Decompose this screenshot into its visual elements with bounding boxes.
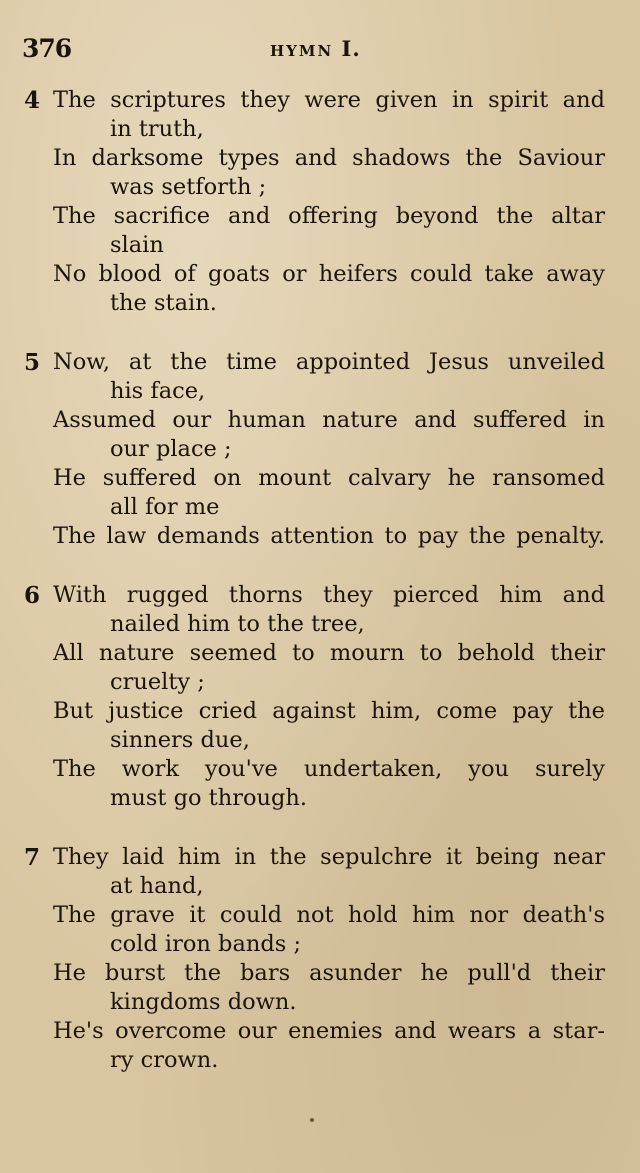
verse-line: He burst the bars asunder he pull'd their bbox=[53, 960, 605, 986]
printer-mark bbox=[310, 1118, 314, 1122]
verse-number: 6 bbox=[24, 582, 41, 609]
running-head-word: HYMN bbox=[270, 42, 334, 60]
hymn-verses bbox=[0, 86, 640, 1105]
verse-line-continuation: cruelty ; bbox=[110, 669, 205, 695]
verse-number: 5 bbox=[24, 349, 41, 376]
verse-line-continuation: must go through. bbox=[110, 785, 308, 811]
verse-line-continuation: was setforth ; bbox=[110, 174, 267, 200]
verse-line: The sacrifice and offering beyond the altar bbox=[53, 203, 605, 229]
verse-number: 7 bbox=[24, 844, 41, 871]
verse-line-continuation: slain bbox=[110, 232, 164, 258]
verse-line: He's overcome our enemies and wears a star- bbox=[53, 1018, 605, 1044]
verse-number: 4 bbox=[24, 87, 41, 114]
verse-line: The law demands attention to pay the penalty. bbox=[53, 523, 605, 549]
verse-7 bbox=[0, 843, 640, 1075]
verse-5 bbox=[0, 348, 640, 551]
verse-line-continuation: in truth, bbox=[110, 116, 204, 142]
verse-line: With rugged thorns they pierced him and bbox=[53, 582, 605, 608]
verse-line: All nature seemed to mourn to behold their bbox=[53, 640, 605, 666]
verse-line-continuation: the stain. bbox=[110, 290, 217, 316]
verse-line: But justice cried against him, come pay the bbox=[53, 698, 605, 724]
verse-line: The grave it could not hold him nor death's bbox=[53, 902, 605, 928]
verse-line-continuation: kingdoms down. bbox=[110, 989, 297, 1015]
verse-line: No blood of goats or heifers could take away bbox=[53, 261, 605, 287]
verse-line: The work you've undertaken, you surely bbox=[53, 756, 605, 782]
verse-line: The scriptures they were given in spirit and bbox=[53, 87, 605, 113]
verse-4 bbox=[0, 86, 640, 318]
verse-line-continuation: our place ; bbox=[110, 436, 232, 462]
verse-line-continuation: nailed him to the tree, bbox=[110, 611, 365, 637]
verse-line-continuation: cold iron bands ; bbox=[110, 931, 302, 957]
verse-line: He suffered on mount calvary he ransomed bbox=[53, 465, 605, 491]
verse-line: They laid him in the sepulchre it being near bbox=[53, 844, 605, 870]
page-header bbox=[22, 34, 618, 70]
verse-line-continuation: at hand, bbox=[110, 873, 204, 899]
verse-line-continuation: ry crown. bbox=[110, 1047, 219, 1073]
verse-line-continuation: sinners due, bbox=[110, 727, 250, 753]
page-number: 376 bbox=[22, 34, 72, 63]
verse-line-continuation: all for me bbox=[110, 494, 220, 520]
running-head-numeral: I. bbox=[341, 36, 361, 61]
verse-line-continuation: his face, bbox=[110, 378, 206, 404]
verse-line: Assumed our human nature and suffered in bbox=[53, 407, 605, 433]
verse-line: In darksome types and shadows the Saviour bbox=[53, 145, 605, 171]
verse-6 bbox=[0, 581, 640, 813]
verse-line: Now, at the time appointed Jesus unveiled bbox=[53, 349, 605, 375]
running-head bbox=[270, 36, 361, 61]
